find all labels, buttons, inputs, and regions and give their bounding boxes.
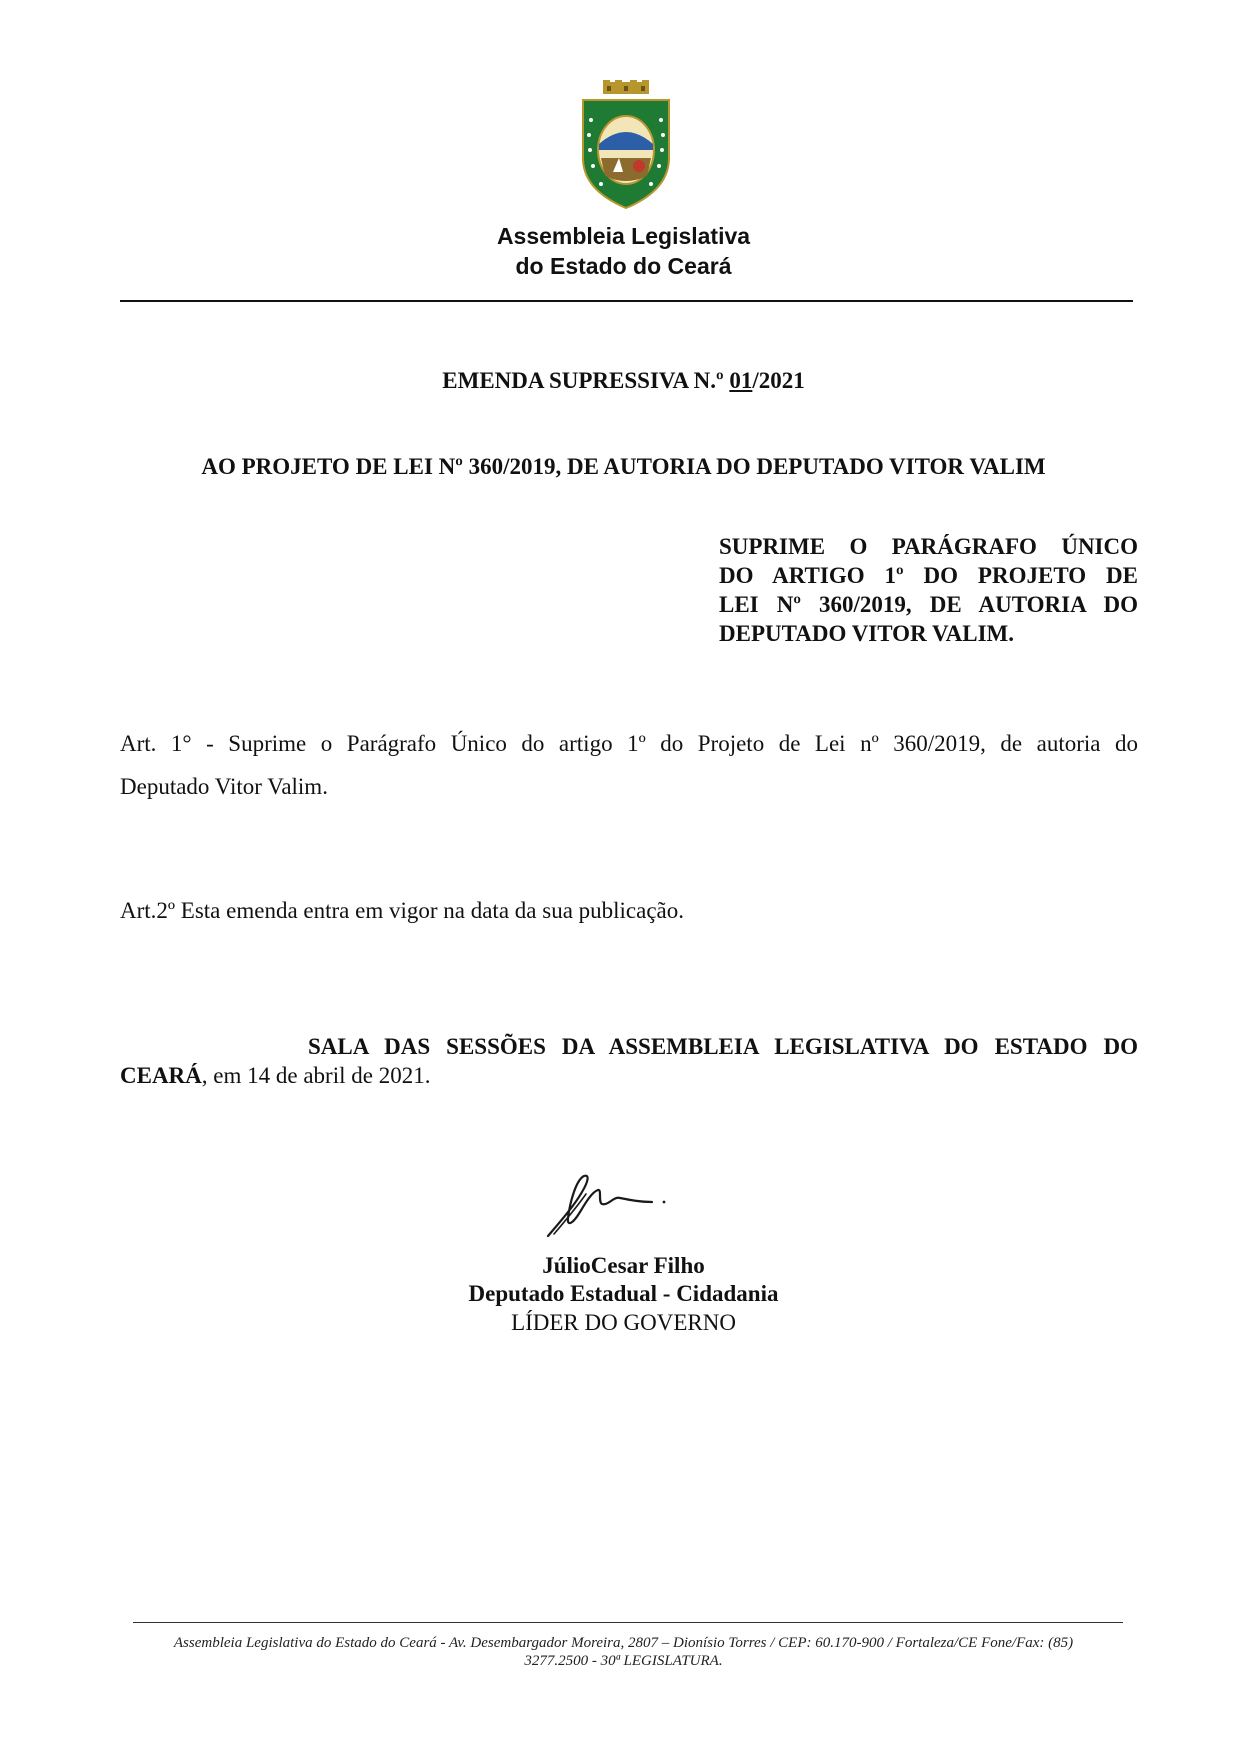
article-1 — [120, 722, 1138, 808]
footer-divider — [133, 1622, 1123, 1623]
amendment-number: 01 — [729, 368, 753, 393]
header-divider — [120, 300, 1133, 302]
article-1-line2: Deputado Vitor Valim. — [120, 774, 328, 799]
summary-line: DEPUTADO VITOR VALIM. — [719, 621, 1015, 646]
signer-role: Deputado Estadual - Cidadania — [468, 1281, 779, 1306]
signer-name: JúlioCesar Filho — [542, 1253, 705, 1278]
footer-line1: Assembleia Legislativa do Estado do Ceará - Av. Desembargador Moreira, 2807 – Dionísio Torres / CEP: 60.170-900 / Fortaleza/CE Fone/Fax: (85) — [173, 1635, 1074, 1651]
closing-date: , em 14 de abril de 2021. — [201, 1063, 431, 1088]
closing-state: CEARÁ — [120, 1063, 202, 1088]
handwritten-signature-icon — [540, 1162, 680, 1242]
ceara-coat-of-arms-icon — [577, 80, 675, 212]
amendment-title — [0, 367, 1247, 395]
amendment-subtitle: AO PROJETO DE LEI Nº 360/2019, DE AUTORIA DO DEPUTADO VITOR VALIM — [201, 454, 1046, 479]
closing-line1: SALA DAS SESSÕES DA ASSEMBLEIA LEGISLATIVA DO ESTADO DO — [308, 1034, 1138, 1059]
footer-address — [120, 1634, 1127, 1670]
signer-title: LÍDER DO GOVERNO — [511, 1310, 736, 1335]
org-name-line2: do Estado do Ceará — [515, 253, 732, 279]
amendment-title-suffix: /2021 — [752, 368, 805, 393]
closing-statement — [120, 1032, 1138, 1090]
org-name-line1: Assembleia Legislativa — [496, 223, 751, 249]
summary-line: DO ARTIGO 1º DO PROJETO DE — [719, 563, 1138, 588]
article-2: Art.2º Esta emenda entra em vigor na data da sua publicação. — [120, 898, 685, 923]
summary-line: LEI Nº 360/2019, DE AUTORIA DO — [719, 592, 1138, 617]
amendment-summary — [719, 532, 1138, 648]
footer-line2: 3277.2500 - 30ª LEGISLATURA. — [524, 1653, 723, 1669]
summary-line: SUPRIME O PARÁGRAFO ÚNICO — [719, 534, 1138, 559]
amendment-title-prefix: EMENDA SUPRESSIVA N.º — [442, 368, 730, 393]
article-1-line1: Art. 1° - Suprime o Parágrafo Único do artigo 1º do Projeto de Lei nº 360/2019, de autoria do — [120, 731, 1138, 756]
